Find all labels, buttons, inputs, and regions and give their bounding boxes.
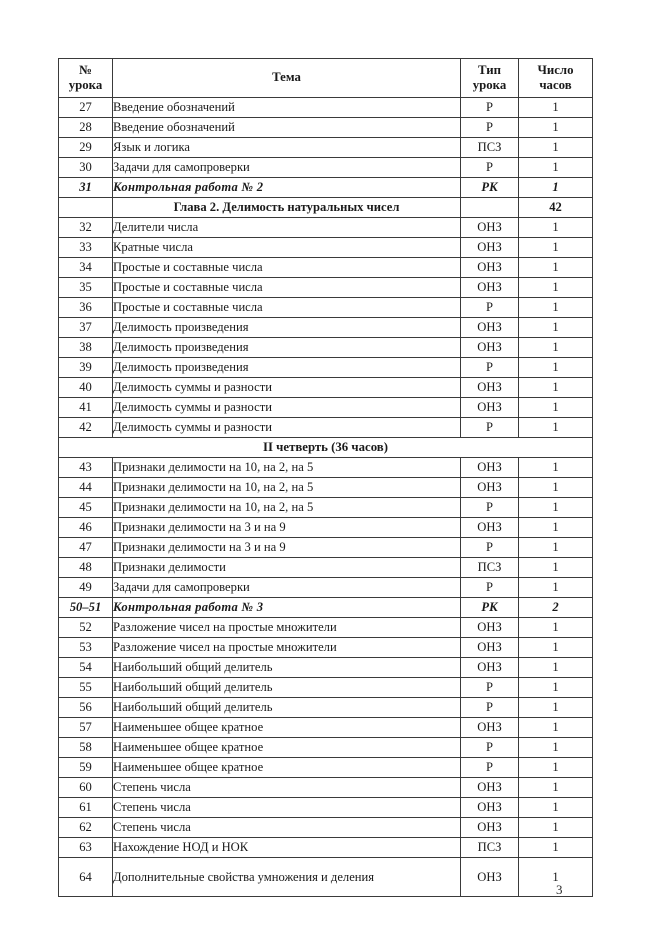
hours-cell: 1	[519, 518, 593, 538]
table-row	[59, 678, 593, 698]
hours-cell: 1	[519, 578, 593, 598]
table-row	[59, 278, 593, 298]
lesson-number-cell: 28	[59, 118, 113, 138]
lesson-type-cell: ОНЗ	[461, 618, 519, 638]
theme-cell: Контрольная работа № 2	[113, 178, 461, 198]
hours-cell: 1	[519, 278, 593, 298]
lesson-number-cell: 64	[59, 858, 113, 897]
table-row	[59, 358, 593, 378]
hours-cell: 1	[519, 778, 593, 798]
hours-cell: 1	[519, 178, 593, 198]
theme-cell: Введение обозначений	[113, 118, 461, 138]
lesson-type-cell: ОНЗ	[461, 318, 519, 338]
hours-cell: 1	[519, 338, 593, 358]
lesson-number-cell: 33	[59, 238, 113, 258]
table-row	[59, 838, 593, 858]
table-row	[59, 138, 593, 158]
theme-cell: Введение обозначений	[113, 98, 461, 118]
lesson-plan-table	[58, 58, 593, 897]
theme-cell: Простые и составные числа	[113, 278, 461, 298]
table-row	[59, 738, 593, 758]
hours-cell: 1	[519, 238, 593, 258]
table-row	[59, 578, 593, 598]
theme-cell: Разложение чисел на простые множители	[113, 618, 461, 638]
lesson-type-cell: ОНЗ	[461, 278, 519, 298]
hours-cell: 1	[519, 658, 593, 678]
table-row	[59, 658, 593, 678]
column-header-hours	[519, 59, 593, 98]
lesson-number-cell: 63	[59, 838, 113, 858]
column-header-lesson-number	[59, 59, 113, 98]
lesson-number-cell: 58	[59, 738, 113, 758]
lesson-type-cell: ОНЗ	[461, 238, 519, 258]
table-row	[59, 318, 593, 338]
table-row	[59, 598, 593, 618]
hours-cell: 1	[519, 838, 593, 858]
quarter-heading-cell: II четверть (36 часов)	[59, 438, 593, 458]
hours-cell: 1	[519, 218, 593, 238]
theme-cell: Кратные числа	[113, 238, 461, 258]
theme-cell: Задачи для самопроверки	[113, 578, 461, 598]
lesson-type-cell: РК	[461, 178, 519, 198]
lesson-type-cell: ПСЗ	[461, 138, 519, 158]
table-row	[59, 238, 593, 258]
theme-cell: Признаки делимости на 10, на 2, на 5	[113, 458, 461, 478]
lesson-number-cell	[59, 198, 113, 218]
hours-cell: 1	[519, 458, 593, 478]
lesson-type-cell: РК	[461, 598, 519, 618]
table-body	[59, 98, 593, 897]
theme-cell: Задачи для самопроверки	[113, 158, 461, 178]
lesson-type-cell: ОНЗ	[461, 778, 519, 798]
hours-cell: 1	[519, 138, 593, 158]
lesson-number-cell: 29	[59, 138, 113, 158]
theme-cell: Наименьшее общее кратное	[113, 758, 461, 778]
theme-cell: Разложение чисел на простые множители	[113, 638, 461, 658]
lesson-type-cell	[461, 198, 519, 218]
lesson-number-cell: 47	[59, 538, 113, 558]
lesson-type-cell: ПСЗ	[461, 558, 519, 578]
hours-cell: 1	[519, 858, 593, 897]
header-line-1: №	[79, 62, 92, 77]
lesson-type-cell: ПСЗ	[461, 838, 519, 858]
lesson-number-cell: 59	[59, 758, 113, 778]
lesson-type-cell: ОНЗ	[461, 478, 519, 498]
page-number: 3	[556, 882, 563, 897]
theme-cell: Степень числа	[113, 818, 461, 838]
theme-cell: Простые и составные числа	[113, 298, 461, 318]
lesson-number-cell: 39	[59, 358, 113, 378]
lesson-number-cell: 56	[59, 698, 113, 718]
lesson-number-cell: 52	[59, 618, 113, 638]
lesson-type-cell: ОНЗ	[461, 218, 519, 238]
table-row	[59, 418, 593, 438]
lesson-number-cell: 55	[59, 678, 113, 698]
lesson-number-cell: 49	[59, 578, 113, 598]
lesson-number-cell: 50–51	[59, 598, 113, 618]
theme-cell: Наибольший общий делитель	[113, 678, 461, 698]
table-row	[59, 478, 593, 498]
theme-cell: Признаки делимости на 3 и на 9	[113, 538, 461, 558]
table-row	[59, 718, 593, 738]
hours-cell: 1	[519, 558, 593, 578]
lesson-number-cell: 53	[59, 638, 113, 658]
lesson-number-cell: 54	[59, 658, 113, 678]
theme-cell: Признаки делимости	[113, 558, 461, 578]
lesson-type-cell: Р	[461, 678, 519, 698]
table-row	[59, 338, 593, 358]
table-row	[59, 618, 593, 638]
lesson-type-cell: ОНЗ	[461, 338, 519, 358]
hours-cell: 1	[519, 318, 593, 338]
theme-cell: Наибольший общий делитель	[113, 698, 461, 718]
theme-cell: Делимость суммы и разности	[113, 418, 461, 438]
hours-cell: 42	[519, 198, 593, 218]
lesson-number-cell: 41	[59, 398, 113, 418]
hours-cell: 1	[519, 758, 593, 778]
table-row	[59, 458, 593, 478]
hours-cell: 1	[519, 258, 593, 278]
hours-cell: 1	[519, 98, 593, 118]
lesson-number-cell: 43	[59, 458, 113, 478]
table-row	[59, 498, 593, 518]
lesson-number-cell: 60	[59, 778, 113, 798]
table-row	[59, 118, 593, 138]
table-row	[59, 158, 593, 178]
hours-cell: 1	[519, 398, 593, 418]
header-line-1: Число	[537, 62, 574, 77]
theme-cell: Признаки делимости на 10, на 2, на 5	[113, 478, 461, 498]
lesson-type-cell: Р	[461, 498, 519, 518]
lesson-type-cell: ОНЗ	[461, 858, 519, 897]
hours-cell: 1	[519, 618, 593, 638]
theme-cell: Степень числа	[113, 798, 461, 818]
lesson-number-cell: 48	[59, 558, 113, 578]
hours-cell: 1	[519, 538, 593, 558]
column-header-theme: Тема	[113, 59, 461, 98]
lesson-type-cell: ОНЗ	[461, 398, 519, 418]
lesson-number-cell: 37	[59, 318, 113, 338]
table-row	[59, 758, 593, 778]
table-header	[59, 59, 593, 98]
lesson-type-cell: ОНЗ	[461, 458, 519, 478]
theme-cell: Делимость произведения	[113, 358, 461, 378]
lesson-type-cell: ОНЗ	[461, 658, 519, 678]
table-row	[59, 818, 593, 838]
lesson-type-cell: ОНЗ	[461, 258, 519, 278]
table-row	[59, 798, 593, 818]
hours-cell: 1	[519, 358, 593, 378]
hours-cell: 1	[519, 118, 593, 138]
lesson-type-cell: ОНЗ	[461, 518, 519, 538]
theme-cell: Наименьшее общее кратное	[113, 718, 461, 738]
header-line-2: часов	[539, 78, 572, 92]
lesson-number-cell: 27	[59, 98, 113, 118]
table-row	[59, 558, 593, 578]
lesson-number-cell: 36	[59, 298, 113, 318]
theme-cell: Нахождение НОД и НОК	[113, 838, 461, 858]
hours-cell: 1	[519, 798, 593, 818]
lesson-number-cell: 61	[59, 798, 113, 818]
lesson-number-cell: 45	[59, 498, 113, 518]
lesson-type-cell: Р	[461, 698, 519, 718]
lesson-number-cell: 32	[59, 218, 113, 238]
header-line-1: Тип	[478, 62, 501, 77]
hours-cell: 1	[519, 298, 593, 318]
header-line-2: урока	[472, 78, 507, 92]
table-row	[59, 778, 593, 798]
hours-cell: 1	[519, 718, 593, 738]
theme-cell: Глава 2. Делимость натуральных чисел	[113, 198, 461, 218]
table-row	[59, 638, 593, 658]
theme-cell: Делимость суммы и разности	[113, 378, 461, 398]
lesson-type-cell: Р	[461, 418, 519, 438]
theme-cell: Простые и составные числа	[113, 258, 461, 278]
lesson-type-cell: Р	[461, 298, 519, 318]
lesson-number-cell: 40	[59, 378, 113, 398]
hours-cell: 1	[519, 418, 593, 438]
column-header-lesson-type	[461, 59, 519, 98]
table-row	[59, 298, 593, 318]
hours-cell: 1	[519, 478, 593, 498]
table-row	[59, 858, 593, 897]
theme-cell: Дополнительные свойства умножения и деления	[113, 858, 461, 897]
lesson-type-cell: Р	[461, 158, 519, 178]
theme-cell: Степень числа	[113, 778, 461, 798]
lesson-number-cell: 30	[59, 158, 113, 178]
theme-cell: Наименьшее общее кратное	[113, 738, 461, 758]
theme-cell: Делимость произведения	[113, 338, 461, 358]
hours-cell: 1	[519, 638, 593, 658]
table-row	[59, 218, 593, 238]
table-row	[59, 258, 593, 278]
table-row	[59, 538, 593, 558]
theme-cell: Делимость произведения	[113, 318, 461, 338]
table-row	[59, 98, 593, 118]
lesson-number-cell: 34	[59, 258, 113, 278]
hours-cell: 1	[519, 378, 593, 398]
theme-cell: Признаки делимости на 10, на 2, на 5	[113, 498, 461, 518]
lesson-number-cell: 57	[59, 718, 113, 738]
lesson-type-cell: Р	[461, 578, 519, 598]
hours-cell: 2	[519, 598, 593, 618]
table-row	[59, 178, 593, 198]
hours-cell: 1	[519, 818, 593, 838]
table-row	[59, 518, 593, 538]
lesson-type-cell: ОНЗ	[461, 798, 519, 818]
table-row	[59, 198, 593, 218]
hours-cell: 1	[519, 678, 593, 698]
table-row	[59, 698, 593, 718]
lesson-type-cell: Р	[461, 538, 519, 558]
theme-cell: Делимость суммы и разности	[113, 398, 461, 418]
lesson-type-cell: ОНЗ	[461, 818, 519, 838]
lesson-number-cell: 46	[59, 518, 113, 538]
lesson-type-cell: Р	[461, 98, 519, 118]
lesson-number-cell: 38	[59, 338, 113, 358]
theme-cell: Язык и логика	[113, 138, 461, 158]
lesson-type-cell: ОНЗ	[461, 638, 519, 658]
lesson-number-cell: 31	[59, 178, 113, 198]
lesson-number-cell: 35	[59, 278, 113, 298]
theme-cell: Признаки делимости на 3 и на 9	[113, 518, 461, 538]
hours-cell: 1	[519, 738, 593, 758]
theme-cell: Делители числа	[113, 218, 461, 238]
lesson-type-cell: Р	[461, 358, 519, 378]
hours-cell: 1	[519, 158, 593, 178]
hours-cell: 1	[519, 498, 593, 518]
lesson-type-cell: Р	[461, 118, 519, 138]
lesson-number-cell: 44	[59, 478, 113, 498]
table-row	[59, 378, 593, 398]
header-row	[59, 59, 593, 98]
hours-cell: 1	[519, 698, 593, 718]
theme-cell: Контрольная работа № 3	[113, 598, 461, 618]
lesson-type-cell: Р	[461, 738, 519, 758]
header-line-2: урока	[68, 78, 103, 92]
theme-cell: Наибольший общий делитель	[113, 658, 461, 678]
lesson-type-cell: Р	[461, 758, 519, 778]
lesson-number-cell: 42	[59, 418, 113, 438]
lesson-type-cell: ОНЗ	[461, 718, 519, 738]
lesson-number-cell: 62	[59, 818, 113, 838]
lesson-type-cell: ОНЗ	[461, 378, 519, 398]
table-row	[59, 398, 593, 418]
table-row	[59, 438, 593, 458]
